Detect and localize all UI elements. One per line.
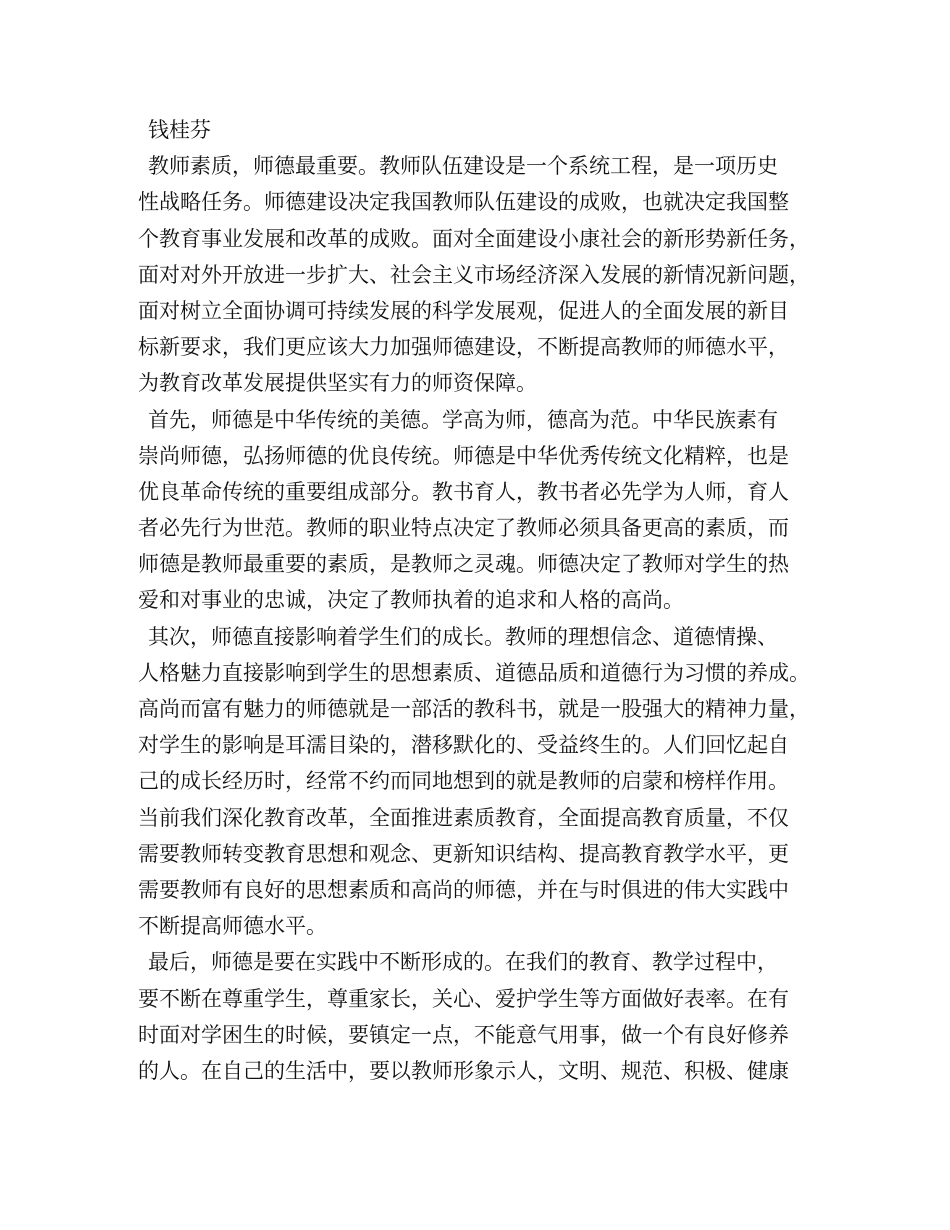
text-line: 标新要求，我们更应该大力加强师德建设，不断提高教师的师德水平， (138, 335, 789, 360)
text-line: 面对树立全面协调可持续发展的科学发展观，促进人的全面发展的新目 (138, 298, 789, 323)
text-line: 需要教师有良好的思想素质和高尚的师德，并在与时俱进的伟大实践中 (138, 877, 789, 902)
text-line: 高尚而富有魅力的师德就是一部活的教科书，就是一股强大的精神力量， (138, 697, 810, 721)
text-line: 其次，师德直接影响着学生们的成长。教师的理想信念、道德情操、 (148, 624, 778, 649)
text-line: 者必先行为世范。教师的职业特点决定了教师必须具备更高的素质，而 (138, 516, 789, 541)
text-line: 师德是教师最重要的素质，是教师之灵魂。师德决定了教师对学生的热 (138, 552, 789, 577)
paragraph-4 (138, 944, 828, 1089)
text-line: 己的成长经历时，经常不约而同地想到的就是教师的启蒙和榜样作用。 (138, 769, 789, 794)
text-line: 人格魅力直接影响到学生的思想素质、道德品质和道德行为习惯的养成。 (138, 660, 810, 685)
text-line: 崇尚师德，弘扬师德的优良传统。师德是中华优秀传统文化精粹，也是 (138, 443, 789, 468)
text-line: 优良革命传统的重要组成部分。教书育人，教书者必先学为人师，育人 (138, 479, 789, 504)
text-line: 最后，师德是要在实践中不断形成的。在我们的教育、教学过程中， (148, 950, 778, 975)
paragraph-2 (138, 402, 828, 619)
text-line: 不断提高师德水平。 (138, 914, 327, 939)
text-line: 首先，师德是中华传统的美德。学高为师，德高为范。中华民族素有 (148, 407, 778, 432)
text-line: 性战略任务。师德建设决定我国教师队伍建设的成败，也就决定我国整 (138, 190, 789, 215)
text-line: 对学生的影响是耳濡目染的，潜移默化的、受益终生的。人们回忆起自 (138, 733, 789, 758)
text-line: 的人。在自己的生活中，要以教师形象示人，文明、规范、积极、健康 (138, 1058, 789, 1083)
document-body (138, 112, 828, 1089)
text-line: 当前我们深化教育改革，全面推进素质教育，全面提高教育质量，不仅 (138, 805, 789, 830)
text-line: 需要教师转变教育思想和观念、更新知识结构、提高教育教学水平，更 (138, 841, 789, 866)
paragraph-1 (138, 148, 828, 401)
text-line: 为教育改革发展提供坚实有力的师资保障。 (138, 371, 537, 396)
text-line: 面对对外开放进一步扩大、社会主义市场经济深入发展的新情况新问题， (138, 262, 810, 287)
text-line: 时面对学困生的时候，要镇定一点，不能意气用事，做一个有良好修养 (138, 1022, 789, 1047)
text-line: 要不断在尊重学生，尊重家长，关心、爱护学生等方面做好表率。在有 (138, 986, 789, 1011)
author-name: 钱桂芬 (148, 118, 211, 142)
text-line: 个教育事业发展和改革的成败。面对全面建设小康社会的新形势新任务， (138, 226, 810, 251)
text-line: 教师素质，师德最重要。教师队伍建设是一个系统工程，是一项历史 (148, 154, 778, 179)
text-line: 爱和对事业的忠诚，决定了教师执着的追求和人格的高尚。 (138, 588, 684, 613)
paragraph-3 (138, 619, 828, 945)
